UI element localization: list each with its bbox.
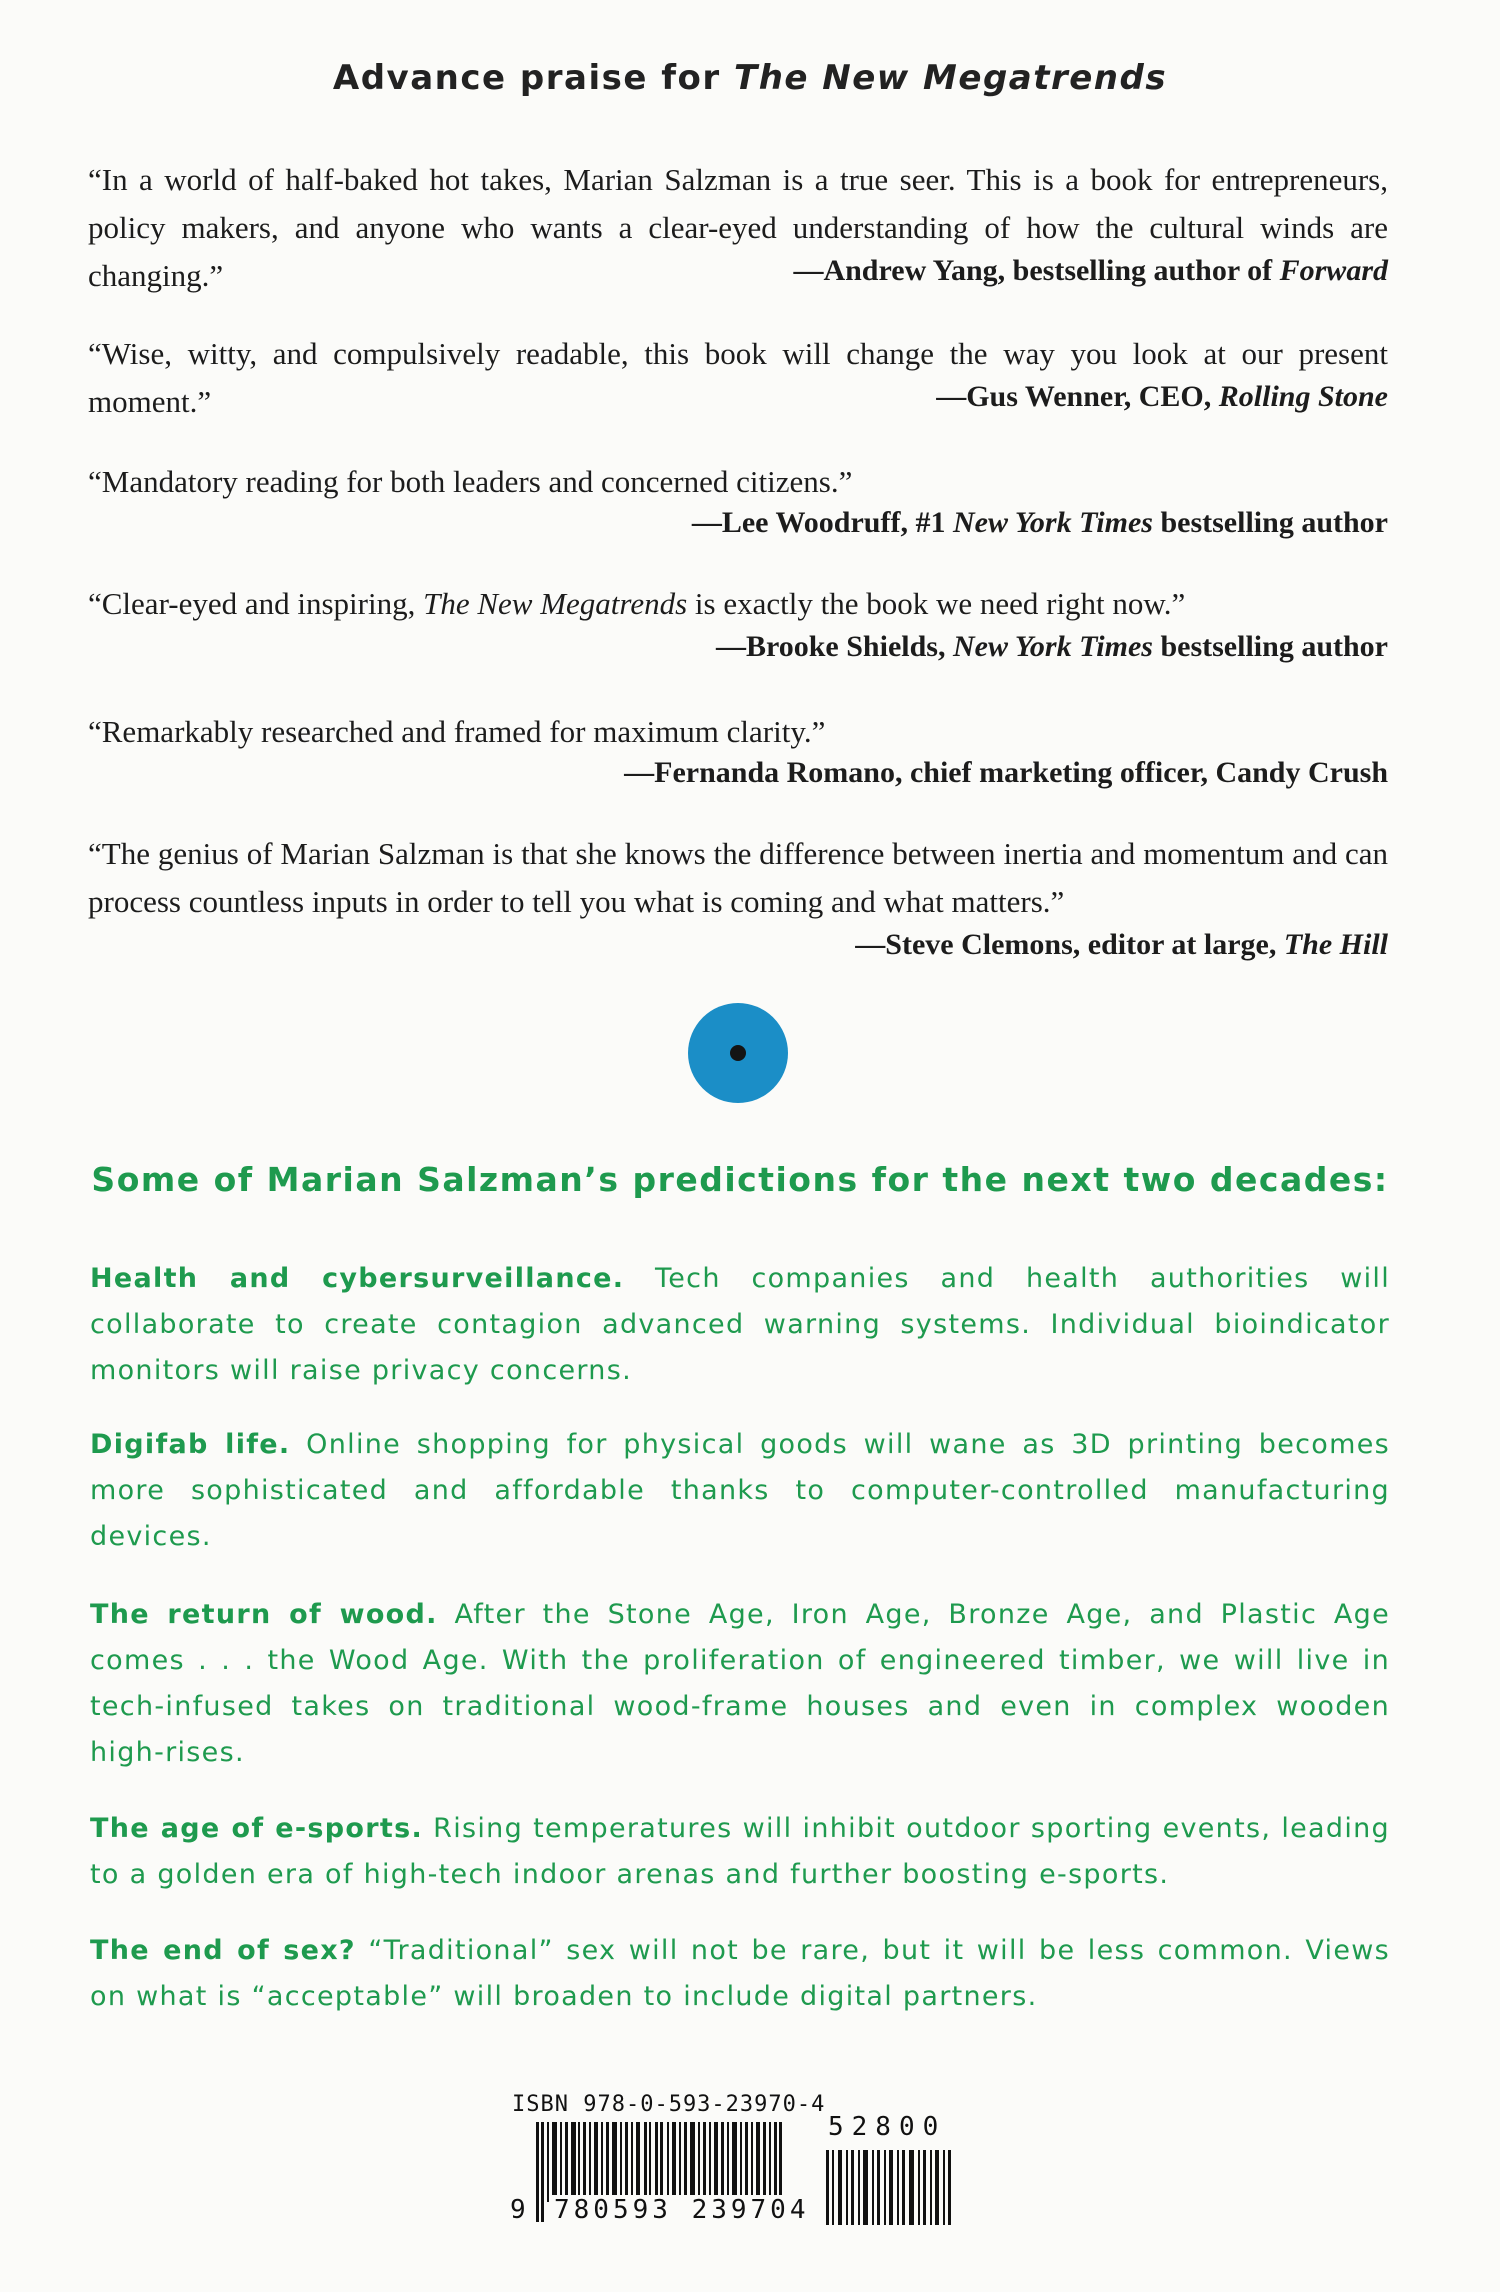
publisher-dot-logo bbox=[688, 1003, 788, 1103]
quote-text: “Remarkably researched and framed for maximum clarity.” bbox=[88, 714, 826, 749]
dot-center bbox=[730, 1045, 746, 1061]
quote-shields bbox=[88, 580, 1388, 628]
attribution-yang: —Andrew Yang, bestselling author of Forward bbox=[793, 254, 1388, 287]
attribution-woodruff: —Lee Woodruff, #1 New York Times bestselling author bbox=[691, 506, 1388, 539]
prediction-wood: The return of wood. After the Stone Age, Iron Age, Bronze Age, and Plastic Age comes . . . the Wood Age. With the proliferation of engineered timber, we will live in tech-infused takes on traditional wood-frame houses and even in complex wooden high-rises. bbox=[90, 1599, 1390, 1768]
attribution-wenner: —Gus Wenner, CEO, Rolling Stone bbox=[936, 380, 1388, 413]
prediction-health: Health and cybersurveillance. Tech companies and health authorities will collaborate to create contagion advanced warning systems. Individual bioindicator monitors will raise privacy concerns. bbox=[90, 1263, 1390, 1386]
barcode-addon-number: 52800 bbox=[828, 2112, 947, 2142]
quote-romano bbox=[88, 708, 1388, 756]
barcode-addon bbox=[826, 2150, 956, 2225]
quote-text: “Clear-eyed and inspiring, The New Megatrends is exactly the book we need right now.” bbox=[88, 586, 1186, 621]
quote-text: “In a world of half-baked hot takes, Marian Salzman is a true seer. This is a book for entrepreneurs, policy makers, and anyone who wants a clear-eyed understanding of how the cultural winds are changing.” bbox=[88, 162, 1388, 293]
quote-text: “Wise, witty, and compulsively readable, this book will change the way you look at our present moment.” bbox=[88, 336, 1388, 419]
predictions-heading: Some of Marian Salzman’s predictions for the next two decades: bbox=[91, 1160, 1389, 1199]
prediction-esports: The age of e-sports. Rising temperatures will inhibit outdoor sporting events, leading to a golden era of high-tech indoor arenas and further boosting e-sports. bbox=[90, 1813, 1390, 1890]
quote-text: “Mandatory reading for both leaders and concerned citizens.” bbox=[88, 464, 853, 499]
attribution-clemons: —Steve Clemons, editor at large, The Hill bbox=[855, 928, 1388, 961]
attribution-romano: —Fernanda Romano, chief marketing officer, Candy Crush bbox=[624, 756, 1388, 789]
isbn-label: ISBN 978-0-593-23970-4 bbox=[512, 2092, 826, 2117]
praise-heading: Advance praise for The New Megatrends bbox=[332, 58, 1168, 98]
barcode-first-digit: 9 bbox=[510, 2195, 526, 2225]
prediction-sex: The end of sex? “Traditional” sex will not be rare, but it will be less common. Views on what is “acceptable” will broaden to include digital partners. bbox=[90, 1935, 1390, 2012]
attribution-shields: —Brooke Shields, New York Times bestselling author bbox=[715, 630, 1388, 663]
quote-woodruff bbox=[88, 458, 1388, 506]
quote-clemons bbox=[88, 830, 1388, 926]
quote-text: “The genius of Marian Salzman is that she knows the difference between inertia and momentum and can process countless inputs in order to tell you what is coming and what matters.” bbox=[88, 836, 1388, 919]
prediction-digifab: Digifab life. Online shopping for physical goods will wane as 3D printing becomes more sophisticated and affordable thanks to computer-controlled manufacturing devices. bbox=[90, 1429, 1390, 1552]
barcode-digits: 780593 239704 bbox=[554, 2195, 810, 2225]
